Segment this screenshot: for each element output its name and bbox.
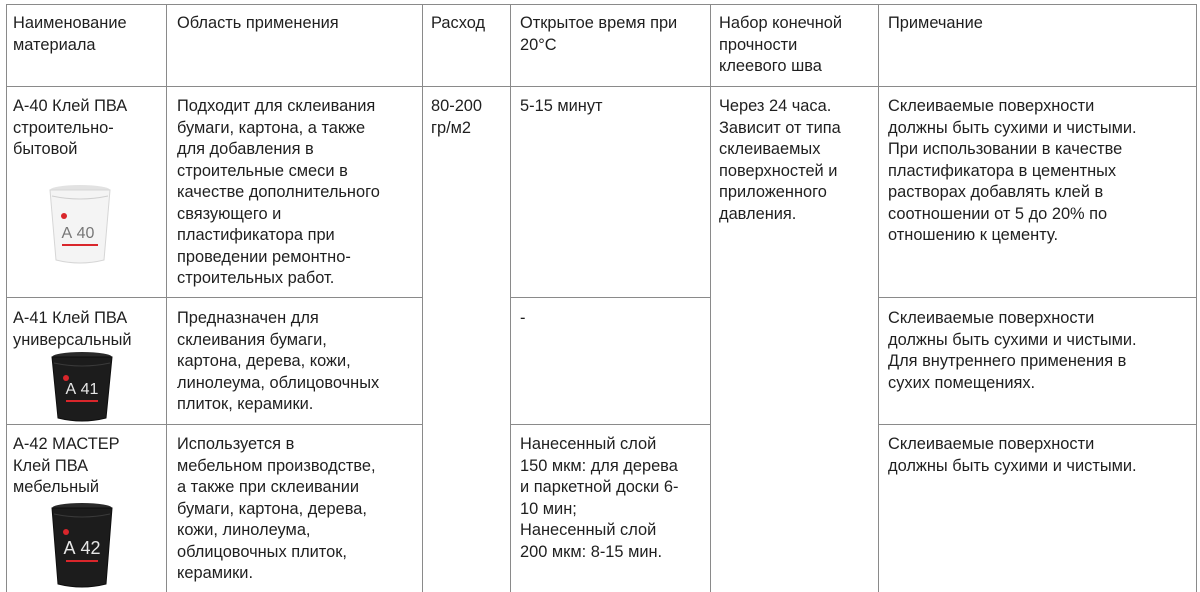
row-a42-name: А-42 МАСТЕР Клей ПВА мебельный [13,435,120,496]
grid-line [6,4,7,592]
grid-line [422,4,423,592]
a41-bucket-label: А 41 [65,381,99,398]
row-a40-strength: Через 24 часа. Зависит от типа склеиваемых поверхностей и приложенного давления. [719,97,841,223]
row-a41-name: А-41 Клей ПВА универсальный [13,309,132,349]
grid-line [6,86,1196,87]
a40-bucket-label: А 40 [61,225,95,242]
row-a40-note: Склеиваемые поверхности должны быть сухими и чистыми. При использовании в качестве пластификатора в цементных растворах добавлять клей в соотношении от 5 до 20% по отношению к цементу. [888,97,1137,244]
a41-bucket-image [42,350,122,422]
row-a41-open-time: - [520,309,526,327]
a42-bucket-label: А 42 [63,538,101,558]
header-final-strength: Набор конечной прочности клеевого шва [719,14,843,75]
header-note: Примечание [888,14,983,32]
row-a40-usage: Подходит для склеивания бумаги, картона, а также для добавления в строительные смеси в качестве дополнительного связующего и пластификатора при проведении ремонтно- строительных работ. [177,97,380,287]
a42-bucket-image [42,500,122,588]
grid-line [510,4,511,592]
grid-line [510,297,710,298]
grid-line [878,297,1196,298]
grid-line [510,424,710,425]
grid-line [878,4,879,592]
header-material-name: Наименование материала [13,14,127,54]
header-open-time: Открытое время при 20°C [520,14,678,54]
row-a40-name: А-40 Клей ПВА строительно- бытовой [13,97,128,158]
grid-line [710,4,711,592]
grid-line [166,4,167,592]
row-a42-usage: Используется в мебельном производстве, а также при склеивании бумаги, картона, дерева, кожи, линолеума, облицовочных плиток, керамики. [177,435,376,582]
grid-line [6,4,1196,5]
grid-line [878,424,1196,425]
header-application-area: Область применения [177,14,339,32]
grid-line [6,424,422,425]
row-a41-usage: Предназначен для склеивания бумаги, картона, дерева, кожи, линолеума, облицовочных плиток, керамики. [177,309,380,413]
a40-bucket-image [40,182,120,264]
row-a42-open-time: Нанесенный слой 150 мкм: для дерева и паркетной доски 6- 10 мин; Нанесенный слой 200 мкм: 8-15 мин. [520,435,679,561]
row-a40-open-time: 5-15 минут [520,97,603,115]
grid-line [6,297,422,298]
grid-line [1196,4,1197,592]
row-a41-note: Склеиваемые поверхности должны быть сухими и чистыми. Для внутреннего применения в сухих помещениях. [888,309,1137,392]
row-a42-note: Склеиваемые поверхности должны быть сухими и чистыми. [888,435,1137,475]
row-a40-consumption: 80-200 гр/м2 [431,97,483,137]
header-consumption: Расход [431,14,486,32]
